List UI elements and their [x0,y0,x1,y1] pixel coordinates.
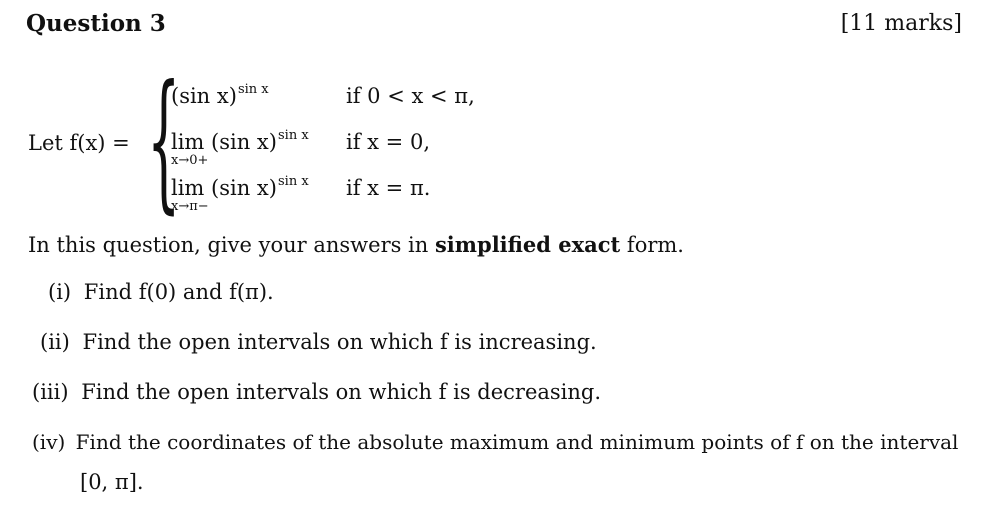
part-iv-continuation: [0, π]. [80,470,144,494]
part-iv-number: (iv) [32,430,66,454]
part-ii-text: Find the open intervals on which f is increasing. [82,330,597,354]
case-3-lim-word: lim [171,176,205,200]
part-iii-number: (iii) [32,380,69,404]
instruction-text [28,232,684,257]
case-1-condition: if 0 < x < π, [346,84,475,108]
case-2-condition: if x = 0, [346,130,430,154]
part-i-text: Find f(0) and f(π). [83,280,274,304]
marks-label: [11 marks] [840,11,962,36]
case-2-base: (sin x) [211,130,277,154]
case-3-limit [171,176,209,214]
case-2-exponent: sin x [277,128,309,143]
part-iii [32,380,601,404]
question-title: Question 3 [26,10,166,37]
part-i-number: (i) [48,280,72,304]
case-3-limit-subscript: x→π− [171,199,209,214]
case-3-exponent: sin x [277,174,309,189]
case-1-base: (sin x) [171,84,237,108]
case-2-limit-subscript: x→0+ [171,153,209,168]
part-iv [32,430,958,454]
case-3-expression [171,174,309,214]
left-brace: { [147,54,181,228]
case-2-lim-word: lim [171,130,205,154]
instruction-bold: simplified exact [434,232,621,257]
part-iii-text: Find the open intervals on which f is decreasing. [81,380,602,404]
function-definition-lead: Let f(x) = [28,131,130,155]
part-ii [40,330,597,354]
instruction-after: form. [620,233,684,257]
case-2-limit [171,130,209,168]
part-iv-text: Find the coordinates of the absolute maximum and minimum points of f on the interval [75,430,959,454]
part-ii-number: (ii) [40,330,70,354]
case-3-condition: if x = π. [346,176,431,200]
case-3-base: (sin x) [211,176,277,200]
case-1-exponent: sin x [237,82,269,97]
part-i [48,280,274,304]
case-1-expression [171,84,269,108]
case-2-expression [171,128,309,168]
instruction-before: In this question, give your answers in [28,233,435,257]
